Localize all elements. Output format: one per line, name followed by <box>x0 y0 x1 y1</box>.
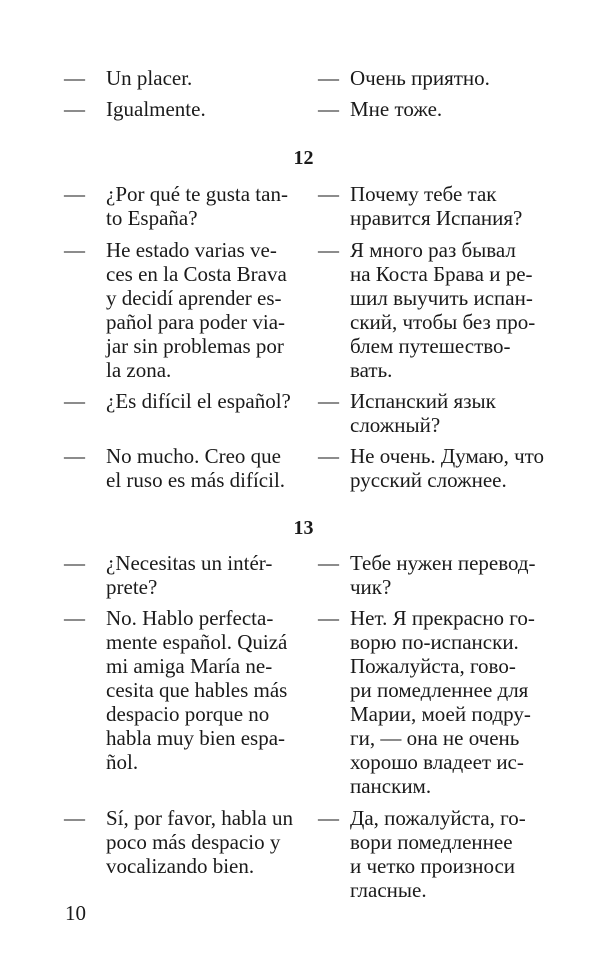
spanish-line: to España? <box>106 206 198 230</box>
russian-line: Мне тоже. <box>350 97 443 121</box>
russian-line: гласные. <box>350 878 427 902</box>
russian-line: чик? <box>350 575 392 599</box>
spanish-line: pañol para poder via- <box>106 310 286 334</box>
russian-line: на Коста Брава и ре- <box>350 262 533 286</box>
spanish-line: No mucho. Creo que <box>106 444 281 468</box>
spanish-line: ¿Por qué te gusta tan- <box>106 182 288 206</box>
section-number: 12 <box>293 147 314 169</box>
russian-line: панским. <box>350 774 432 798</box>
dash: — <box>64 97 85 121</box>
russian-line: Почему тебе так <box>350 182 497 206</box>
russian-line: ский, чтобы без про- <box>350 310 536 334</box>
spanish-line: ¿Es difícil el español? <box>106 389 291 413</box>
russian-line: вори помедленнее <box>350 830 513 854</box>
russian-line: хорошо владеет ис- <box>350 750 524 774</box>
russian-line: Очень приятно. <box>350 66 490 90</box>
dash: — <box>64 806 85 830</box>
dash: — <box>318 182 339 206</box>
russian-line: ри помедленнее для <box>350 678 529 702</box>
spanish-line: mi amiga María ne- <box>106 654 273 678</box>
russian-line: Не очень. Думаю, что <box>350 444 545 468</box>
russian-line: Пожалуйста, гово- <box>350 654 516 678</box>
spanish-line: No. Hablo perfecta- <box>106 606 274 630</box>
dash: — <box>64 182 85 206</box>
russian-line: ги, — она не очень <box>350 726 520 750</box>
dash: — <box>64 389 85 413</box>
russian-line: нравится Испания? <box>350 206 523 230</box>
russian-line: Да, пожалуйста, го- <box>350 806 526 830</box>
spanish-line: el ruso es más difícil. <box>106 468 286 492</box>
russian-line: вать. <box>350 358 393 382</box>
page-number: 10 <box>65 901 86 925</box>
dash: — <box>64 66 85 90</box>
spanish-line: jar sin problemas por <box>106 334 284 358</box>
spanish-line: Sí, por favor, habla un <box>106 806 293 830</box>
russian-line: ворю по-испански. <box>350 630 519 654</box>
dash: — <box>318 66 339 90</box>
spanish-line: cesita que hables más <box>106 678 288 702</box>
spanish-line: poco más despacio y <box>106 830 281 854</box>
dash: — <box>318 389 339 413</box>
russian-line: Нет. Я прекрасно го- <box>350 606 535 630</box>
spanish-line: Un placer. <box>106 66 193 90</box>
russian-line: русский сложнее. <box>350 468 507 492</box>
dash: — <box>64 444 85 468</box>
spanish-line: ñol. <box>106 750 139 774</box>
spanish-line: habla muy bien espa- <box>106 726 286 750</box>
russian-line: Тебе нужен перевод- <box>350 551 536 575</box>
russian-line: шил выучить испан- <box>350 286 533 310</box>
spanish-line: mente español. Quizá <box>106 630 288 654</box>
spanish-line: la zona. <box>106 358 172 382</box>
spanish-line: prete? <box>106 575 158 599</box>
spanish-line: y decidí aprender es- <box>106 286 282 310</box>
russian-line: сложный? <box>350 413 441 437</box>
spanish-line: despacio porque no <box>106 702 270 726</box>
spanish-line: vocalizando bien. <box>106 854 255 878</box>
dash: — <box>318 551 339 575</box>
russian-line: Я много раз бывал <box>350 238 516 262</box>
spanish-line: He estado varias ve- <box>106 238 277 262</box>
russian-line: Марии, моей подру- <box>350 702 531 726</box>
russian-line: блем путешество- <box>350 334 511 358</box>
spanish-line: Igualmente. <box>106 97 206 121</box>
spanish-line: ¿Necesitas un intér- <box>106 551 273 575</box>
dash: — <box>318 806 339 830</box>
dash: — <box>318 238 339 262</box>
russian-line: Испанский язык <box>350 389 496 413</box>
dash: — <box>318 606 339 630</box>
dash: — <box>318 97 339 121</box>
dash: — <box>64 551 85 575</box>
dash: — <box>64 606 85 630</box>
dash: — <box>64 238 85 262</box>
spanish-line: ces en la Costa Brava <box>106 262 287 286</box>
dash: — <box>318 444 339 468</box>
russian-line: и четко произноси <box>350 854 516 878</box>
section-number: 13 <box>293 517 314 539</box>
